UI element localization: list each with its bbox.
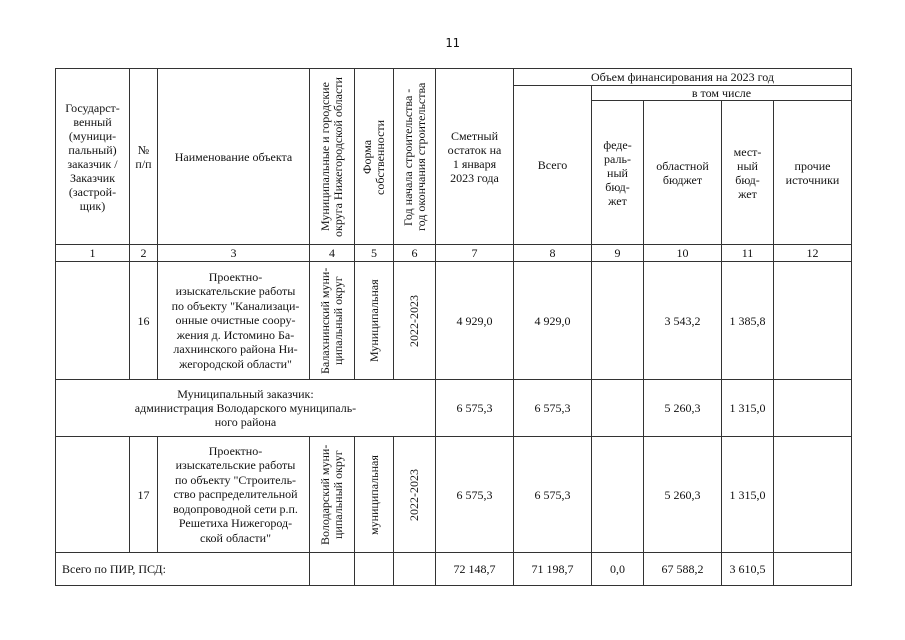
header-including: в том числе [592,86,852,101]
row-num: 16 [130,262,158,380]
row-years: 2022-2023 [394,437,436,553]
row-regional: 5 260,3 [644,437,722,553]
page-number: 11 [445,36,460,50]
column-number: 12 [774,245,852,262]
header-ownership: Форма собственности [355,69,394,245]
column-number: 11 [722,245,774,262]
column-number: 1 [56,245,130,262]
row-federal [592,262,644,380]
header-object-name: Наименование объекта [158,69,310,245]
row-federal [592,437,644,553]
column-number: 10 [644,245,722,262]
column-number: 7 [436,245,514,262]
header-estimate: Сметный остаток на 1 января 2023 года [436,69,514,245]
column-number: 3 [158,245,310,262]
row-estimate: 4 929,0 [436,262,514,380]
grand-total-ownership [355,553,394,586]
row-name: Проектно- изыскательские работы по объекту "Канализаци- онные очистные соору- жения д. Истомино Ба- лахнинского района Ни- жегородской области" [158,262,310,380]
subtotal-total: 6 575,3 [514,380,592,437]
grand-total-other [774,553,852,586]
grand-total-estimate: 72 148,7 [436,553,514,586]
header-district: Муниципальные и городские округа Нижегородской области [310,69,355,245]
row-ownership: муниципальная [355,437,394,553]
row-local: 1 315,0 [722,437,774,553]
row-district: Балахнинский муни- ципальный округ [310,262,355,380]
header-other: прочие источники [774,101,852,245]
row-customer [56,437,130,553]
table-row [56,262,852,380]
row-regional: 3 543,2 [644,262,722,380]
table-row [56,437,852,553]
funding-table [55,68,852,586]
row-estimate: 6 575,3 [436,437,514,553]
grand-total-row [56,553,852,586]
row-other [774,262,852,380]
subtotal-estimate: 6 575,3 [436,380,514,437]
grand-total-federal: 0,0 [592,553,644,586]
subtotal-label: Муниципальный заказчик: администрация Володарского муниципаль- ного района [56,380,436,437]
grand-total-local: 3 610,5 [722,553,774,586]
grand-total-years [394,553,436,586]
header-federal: феде- раль- ный бюд- жет [592,101,644,245]
row-local: 1 385,8 [722,262,774,380]
column-number: 8 [514,245,592,262]
column-number: 2 [130,245,158,262]
subtotal-row [56,380,852,437]
header-funding: Объем финансирования на 2023 год [514,69,852,86]
grand-total-regional: 67 588,2 [644,553,722,586]
column-number-row [56,245,852,262]
header-total: Всего [514,86,592,245]
grand-total-district [310,553,355,586]
row-other [774,437,852,553]
column-number: 6 [394,245,436,262]
header-customer: Государст- венный (муници- пальный) заказчик / Заказчик (застрой- щик) [56,69,130,245]
grand-total-label: Всего по ПИР, ПСД: [56,553,310,586]
header-local: мест- ный бюд- жет [722,101,774,245]
column-number: 9 [592,245,644,262]
row-district: Володарский муни- ципальный округ [310,437,355,553]
subtotal-regional: 5 260,3 [644,380,722,437]
subtotal-federal [592,380,644,437]
row-years: 2022-2023 [394,262,436,380]
subtotal-local: 1 315,0 [722,380,774,437]
row-customer [56,262,130,380]
column-number: 5 [355,245,394,262]
subtotal-other [774,380,852,437]
column-number: 4 [310,245,355,262]
row-ownership: Муниципальная [355,262,394,380]
row-num: 17 [130,437,158,553]
header-years: Год начала строительства - год окончания строительства [394,69,436,245]
header-regional: областной бюджет [644,101,722,245]
header-num: № п/п [130,69,158,245]
grand-total-total: 71 198,7 [514,553,592,586]
row-name: Проектно- изыскательские работы по объекту "Строитель- ство распределительной водопроводной сети р.п. Решетиха Нижегород- ской области" [158,437,310,553]
row-total: 6 575,3 [514,437,592,553]
row-total: 4 929,0 [514,262,592,380]
